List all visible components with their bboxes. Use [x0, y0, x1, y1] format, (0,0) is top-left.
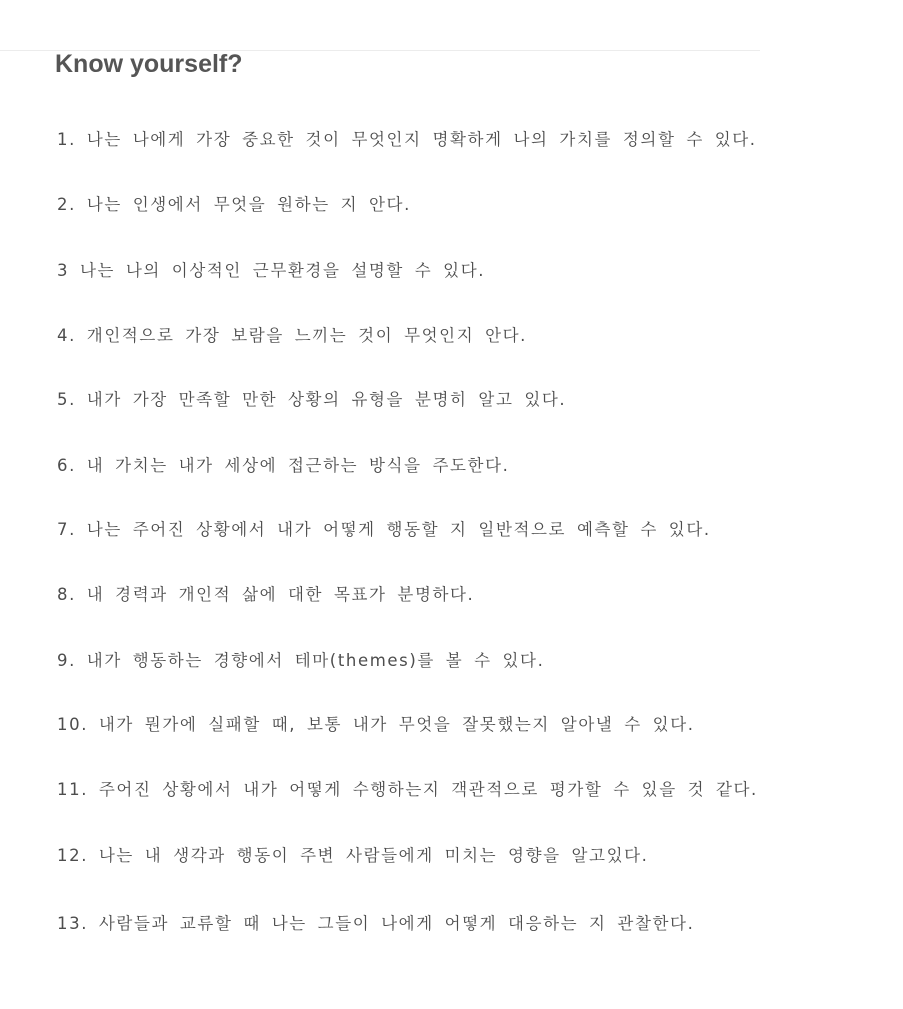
list-item-7: 7. 나는 주어진 상황에서 내가 어떻게 행동할 지 일반적으로 예측할 수 있다.: [57, 520, 711, 539]
list-item-12: 12. 나는 내 생각과 행동이 주변 사람들에게 미치는 영향을 알고있다.: [57, 846, 649, 865]
list-item-5: 5. 내가 가장 만족할 만한 상황의 유형을 분명히 알고 있다.: [57, 390, 567, 409]
list-item-9: 9. 내가 행동하는 경향에서 테마(themes)를 볼 수 있다.: [57, 651, 545, 670]
list-item-13: 13. 사람들과 교류할 때 나는 그들이 나에게 어떻게 대응하는 지 관찰한다.: [57, 914, 695, 933]
list-item-1: 1. 나는 나에게 가장 중요한 것이 무엇인지 명확하게 나의 가치를 정의할 수 있다.: [57, 130, 757, 149]
list-item-3: 3 나는 나의 이상적인 근무환경을 설명할 수 있다.: [57, 261, 486, 280]
list-item-4: 4. 개인적으로 가장 보람을 느끼는 것이 무엇인지 안다.: [57, 326, 528, 345]
list-item-10: 10. 내가 뭔가에 실패할 때, 보통 내가 무엇을 잘못했는지 알아낼 수 있다.: [57, 715, 695, 734]
list-item-6: 6. 내 가치는 내가 세상에 접근하는 방식을 주도한다.: [57, 456, 510, 475]
list-item-8: 8. 내 경력과 개인적 삶에 대한 목표가 분명하다.: [57, 585, 475, 604]
list-item-2: 2. 나는 인생에서 무엇을 원하는 지 안다.: [57, 195, 411, 214]
list-item-11: 11. 주어진 상황에서 내가 어떻게 수행하는지 객관적으로 평가할 수 있을 것 같다.: [57, 780, 758, 799]
page-title: Know yourself?: [55, 50, 243, 78]
